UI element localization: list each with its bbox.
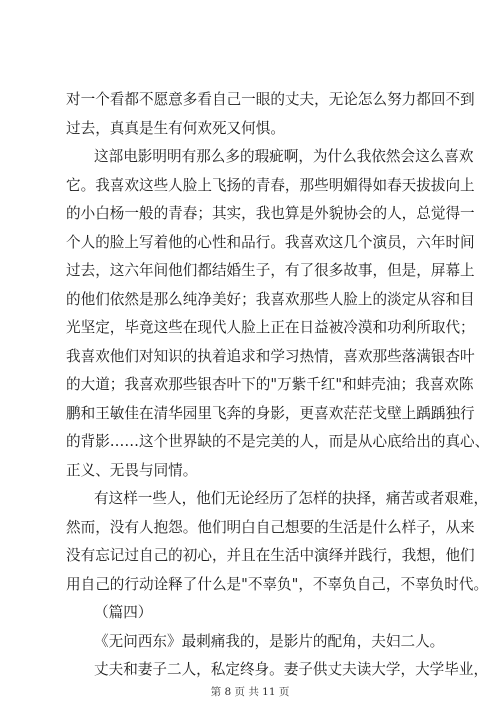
text-line: 它。我喜欢这些人脸上飞扬的青春，那些明媚得如春天拔拔向上 — [66, 176, 475, 194]
text-line: 没有忘记过自己的初心，并且在生活中演绎并践行，我想，他们 — [66, 547, 475, 564]
text-line: 这部电影明明有那么多的瑕疵啊，为什么我依然会这么喜欢 — [94, 148, 474, 165]
text-line: 对一个看都不愿意多看自己一眼的丈夫，无论怎么努力都回不到 — [66, 91, 475, 108]
page-number-footer: 第 8 页 共 11 页 — [210, 686, 290, 698]
text-line: 我喜欢他们对知识的执着追求和学习热情，喜欢那些落满银杏叶 — [66, 347, 475, 365]
text-line: 正义、无畏与同情。 — [66, 461, 198, 479]
text-line: 用自己的行动诠释了什么是"不辜负"，不辜负自己，不辜负时代。 — [66, 575, 489, 593]
text-line: 丈夫和妻子二人，私定终身。妻子供丈夫读大学，大学毕业， — [94, 661, 489, 678]
text-line: 的背影……这个世界缺的不是完美的人，而是从心底给出的真心、 — [66, 433, 490, 450]
text-line: 有这样一些人，他们无论经历了怎样的抉择，痛苦或者艰难， — [94, 490, 489, 507]
text-line: 鹏和王敏佳在清华园里飞奔的身影，更喜欢茫茫戈壁上踽踽独行 — [66, 404, 475, 422]
text-line: 的小白杨一般的青春；其实，我也算是外貌协会的人，总觉得一 — [66, 205, 475, 222]
text-line: 然而，没有人抱怨。他们明白自己想要的生活是什么样子，从来 — [66, 518, 475, 536]
text-line: 的大道；我喜欢那些银杏叶下的"万紫千红"和蚌壳油；我喜欢陈 — [66, 376, 474, 393]
text-line: （篇四） — [94, 604, 153, 621]
section-heading — [66, 599, 438, 628]
text-line: 过去，真真是生有何欢死又何惧。 — [66, 119, 285, 137]
text-line: 个人的脸上写着他的心性和品行。我喜欢这几个演员，六年时间 — [66, 233, 475, 251]
paragraph — [66, 86, 475, 143]
text-line: 光坚定，毕竟这些在现代人脸上正在日益被冷漠和功利所取代； — [66, 319, 475, 336]
paragraph — [66, 628, 445, 657]
paragraph — [66, 485, 489, 599]
paragraph — [66, 656, 489, 685]
text-line: 《无问西东》最刺痛我的，是影片的配角，夫妇二人。 — [94, 632, 445, 650]
paragraph — [66, 143, 490, 485]
document-body — [66, 86, 490, 685]
text-line: 的他们依然是那么纯净美好；我喜欢那些人脸上的淡定从容和目 — [66, 290, 475, 308]
text-line: 过去，这六年间他们都结婚生子，有了很多故事，但是，屏幕上 — [66, 262, 475, 279]
